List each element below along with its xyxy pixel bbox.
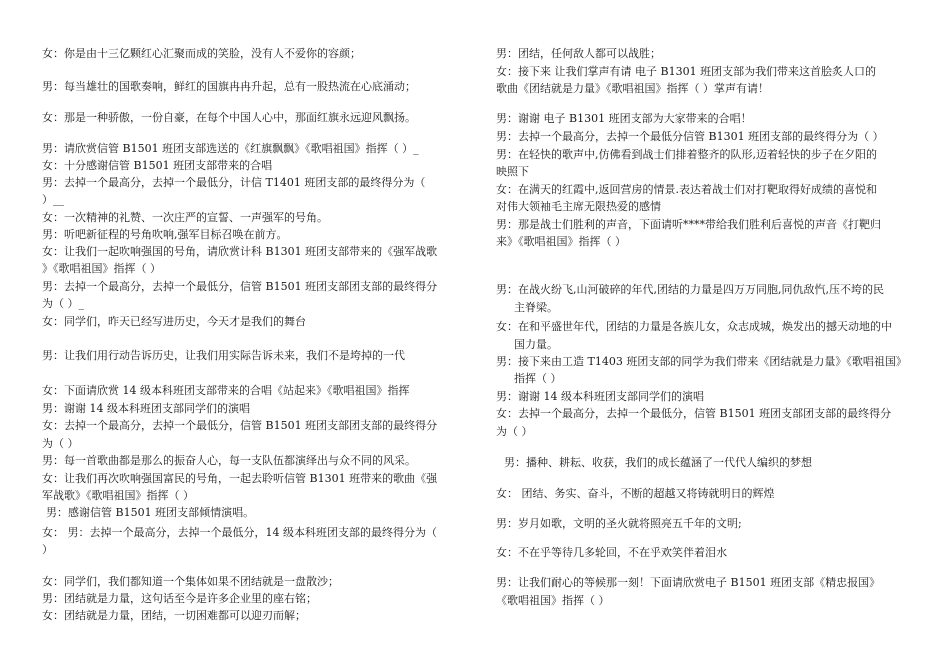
text-line: 军战歌》《歌唱祖国》指挥（ ） [42,489,194,502]
text-line: 女：不在乎等待几多轮回，不在乎欢笑伴着泪水 [496,546,727,559]
text-line: 主脊梁。 [514,301,558,314]
text-line: 女： 男：去掉一个最高分，去掉一个最低分，14 级本科班团支部的最终得分为（ [42,526,437,539]
text-line: ）__ [42,193,64,206]
text-line: 男：感谢信管 B1501 班团支部倾情演唱。 [46,506,255,519]
text-line: 女：接下来 让我们掌声有请 电子 B1301 班团支部为我们带来这首脍炙人口的 [496,65,877,78]
text-line: 男：去掉一个最高分，去掉一个最低分，计信 T1401 班团支部的最终得分为（ [42,176,426,189]
text-line: 男：请欣赏信管 B1501 班团支部选送的《红旗飘飘》《歌唱祖国》指挥（ ）_ [42,142,419,155]
text-line: 男：那是战士们胜利的声音，下面请听****带给我们胜利后喜悦的声音《打靶归 [496,218,881,231]
text-line: 女：让我们再次吹响强国富民的号角，一起去聆听信管 B1301 班带来的歌曲《强 [42,472,438,485]
text-line: 女：去掉一个最高分，去掉一个最低分，信管 B1501 班团支部团支部的最终得分 [42,419,438,432]
text-line: 女：让我们一起吹响强国的号角，请欣赏计科 B1301 班团支部带来的《强军战歌 [42,245,438,258]
text-line: 男：谢谢 14 级本科班团支部同学们的演唱 [42,402,250,415]
text-line: 男：在战火纷飞,山河破碎的年代,团结的力量是四万万同胞,同仇敌忾,压不垮的民 [496,283,884,296]
text-line: 男：让我们用行动告诉历史，让我们用实际告诉未来，我们不是垮掉的一代 [42,349,405,362]
text-line: 女：那是一种骄傲，一份自豪，在每个中国人心中，那面红旗永远迎风飘扬。 [42,111,416,124]
text-line: 男：每一首歌曲都是那么的振奋人心，每一支队伍都演绎出与众不同的风采。 [42,454,416,467]
text-line: 女： 团结、务实、奋斗，不断的超越又将铸就明日的辉煌 [496,487,775,500]
text-line: 男：播种、耕耘、收获，我们的成长蕴涵了一代代人编织的梦想 [504,456,812,469]
text-line: 男：接下来由工造 T1403 班团支部的同学为我们带来《团结就是力量》《歌唱祖国》 [496,355,907,368]
text-line: 》《歌唱祖国》指挥（ ） [42,262,161,275]
text-line: 女：在和平盛世年代，团结的力量是各族儿女，众志成城，焕发出的撼天动地的中 [496,320,892,333]
text-line: 映照下 [496,165,529,178]
text-line: 女：去掉一个最高分，去掉一个最低分，信管 B1501 班团支部团支部的最终得分 [496,407,892,420]
text-line: 女：下面请欣赏 14 级本科班团支部带来的合唱《站起来》《歌唱祖国》指挥 [42,384,410,397]
text-line: 女：同学们，昨天已经写进历史，今天才是我们的舞台 [42,315,306,328]
text-line: 女：在满天的红霞中,返回营房的情景.表达着战士们对打靶取得好成绩的喜悦和 [496,183,877,196]
text-line: 为（ ） [42,437,79,450]
text-line: 对伟大领袖毛主席无限热爱的感情 [496,200,661,213]
text-line: 男：在轻快的歌声中,仿佛看到战士们排着整齐的队形,迈着轻快的步子在夕阳的 [496,148,877,161]
text-line: ） [42,543,53,556]
text-line: 男：听吧新征程的号角吹响,强军目标召唤在前方。 [42,228,288,241]
text-line: 男：团结，任何敌人都可以战胜； [496,47,661,60]
text-line: 为（ ）_ [42,297,84,310]
text-line: 男：去掉一个最高分，去掉一个最低分，信管 B1501 班团支部团支部的最终得分 [42,280,438,293]
text-line: 男：谢谢 电子 B1301 班团支部为大家带来的合唱！ [496,112,752,125]
text-line: 女：十分感谢信管 B1501 班团支部带来的合唱 [42,159,273,172]
text-line: 为（ ） [496,425,533,438]
text-line: 来》《歌唱祖国》指挥（ ） [496,235,626,248]
text-line: 男：去掉一个最高分，去掉一个最低分信管 B1301 班团支部的最终得分为（ ） [496,130,884,143]
text-line: 女：你是由十三亿颗红心汇聚而成的笑脸，没有人不爱你的容颜； [42,47,361,60]
text-line: 男：谢谢 14 级本科班团支部同学们的演唱 [496,390,704,403]
text-line: 男：团结就是力量，这句话至今是许多企业里的座右铭； [42,592,317,605]
text-line: 国力量。 [514,338,558,351]
text-line: 《歌唱祖国》指挥（ ） [496,594,610,607]
text-line: 歌曲《团结就是力量》《歌唱祖国》指挥（ ）掌声有请！ [496,82,769,95]
text-line: 女：团结就是力量，团结，一切困难都可以迎刃而解； [42,609,306,622]
text-line: 男：每当雄壮的国歌奏响，鲜红的国旗冉冉升起，总有一股热流在心底涌动； [42,80,416,93]
text-line: 男：让我们耐心的等候那一刻！下面请欣赏电子 B1501 班团支部《精忠报国》 [496,576,881,589]
text-line: 男：岁月如歌，文明的圣火就将照亮五千年的文明; [496,517,742,530]
text-line: 女：一次精神的礼赞、一次庄严的宣誓、一声强军的号角。 [42,211,328,224]
text-line: 女：同学们，我们都知道一个集体如果不团结就是一盘散沙； [42,575,339,588]
text-line: 指挥（ ） [514,372,562,385]
